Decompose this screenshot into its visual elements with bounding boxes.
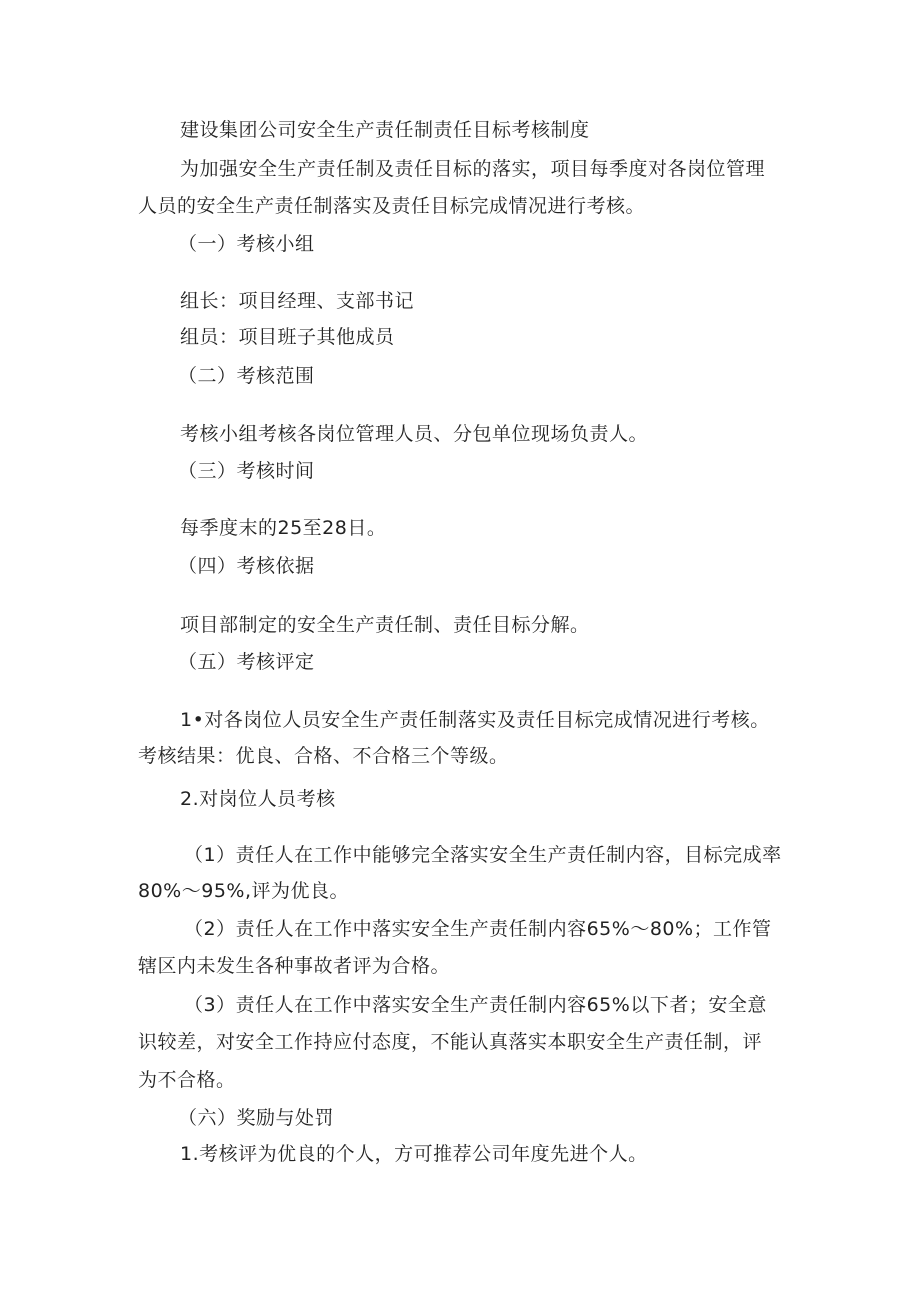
section-heading-3: （三）考核时间 xyxy=(178,460,315,482)
document-title: 建设集团公司安全生产责任制责任目标考核制度 xyxy=(180,119,590,141)
section-heading-2: （二）考核范围 xyxy=(178,365,315,387)
paragraph-line: 组长：项目经理、支部书记 xyxy=(180,290,415,312)
intro-line: 人员的安全生产责任制落实及责任目标完成情况进行考核。 xyxy=(138,195,646,217)
paragraph-line: 考核小组考核各岗位管理人员、分包单位现场负责人。 xyxy=(180,423,649,445)
paragraph-line: 为不合格。 xyxy=(138,1069,236,1091)
section-heading-5: （五）考核评定 xyxy=(178,651,315,673)
intro-line: 为加强安全生产责任制及责任目标的落实，项目每季度对各岗位管理 xyxy=(180,158,766,180)
paragraph-line: 2.对岗位人员考核 xyxy=(180,788,336,810)
paragraph-line: 80%～95%,评为优良。 xyxy=(138,880,350,902)
paragraph-line: 1•对各岗位人员安全生产责任制落实及责任目标完成情况进行考核。 xyxy=(180,709,770,731)
paragraph-line: （2）责任人在工作中落实安全生产责任制内容65%～80%；工作管 xyxy=(184,918,772,940)
section-heading-1: （一）考核小组 xyxy=(178,233,315,255)
paragraph-line: 考核结果：优良、合格、不合格三个等级。 xyxy=(138,745,509,767)
section-heading-4: （四）考核依据 xyxy=(178,555,315,577)
paragraph-line: 组员：项目班子其他成员 xyxy=(180,326,395,348)
paragraph-line: 辖区内未发生各种事故者评为合格。 xyxy=(138,955,451,977)
paragraph-line: 识较差，对安全工作持应付态度，不能认真落实本职安全生产责任制，评 xyxy=(138,1031,763,1053)
section-heading-6: （六）奖励与处罚 xyxy=(178,1107,335,1129)
paragraph-line: （1）责任人在工作中能够完全落实安全生产责任制内容，目标完成率 xyxy=(184,844,782,866)
paragraph-line: 项目部制定的安全生产责任制、责任目标分解。 xyxy=(180,614,590,636)
paragraph-line: 1.考核评为优良的个人，方可推荐公司年度先进个人。 xyxy=(180,1143,648,1165)
paragraph-line: 每季度末的25至28日。 xyxy=(180,517,387,539)
paragraph-line: （3）责任人在工作中落实安全生产责任制内容65%以下者；安全意 xyxy=(184,994,767,1016)
